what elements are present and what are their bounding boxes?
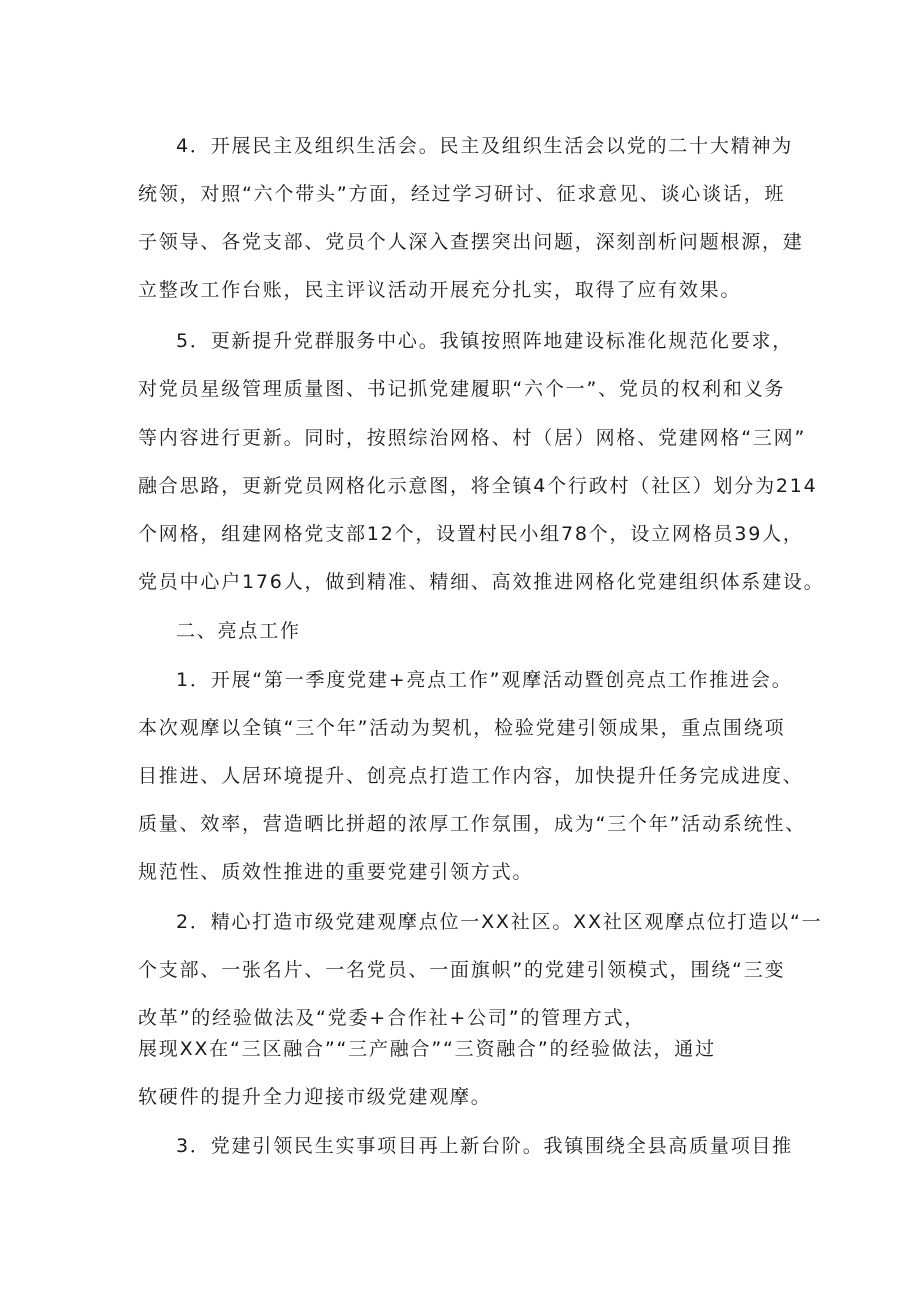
paragraph-5-line-5: 个网格，组建网格党支部12个，设置村民小组78个，设立网格员39人，	[138, 523, 804, 545]
highlight-2-line-4: 展现XX在“三区融合”“三产融合”“三资融合”的经验做法，通过	[138, 1038, 716, 1060]
highlight-1-line-5: 规范性、质效性推进的重要党建引领方式。	[138, 861, 534, 883]
paragraph-4-line-1: 4．开展民主及组织生活会。民主及组织生活会以党的二十大精神为	[176, 135, 794, 157]
highlight-2-line-1: 2．精心打造市级党建观摩点位一XX社区。XX社区观摩点位打造以“一	[176, 911, 823, 933]
paragraph-5-line-2: 对党员星级管理质量图、书记抓党建履职“六个一”、党员的权利和义务	[138, 378, 786, 400]
highlight-2-line-3: 改革”的经验做法及“党委+合作社+公司”的管理方式，	[138, 1007, 646, 1029]
paragraph-4-line-2: 统领，对照“六个带头”方面，经过学习研讨、征求意见、谈心谈话，班	[138, 183, 786, 205]
paragraph-5-line-6: 党员中心户176人，做到精准、精细、高效推进网格化党建组织体系建设。	[138, 571, 825, 593]
highlight-1-line-4: 质量、效率，营造晒比拼超的浓厚工作氛围，成为“三个年”活动系统性、	[138, 813, 807, 835]
highlight-2-line-5: 软硬件的提升全力迎接市级党建观摩。	[138, 1086, 492, 1108]
paragraph-4-line-3: 子领导、各党支部、党员个人深入查摆突出问题，深刻剖析问题根源，建	[138, 231, 804, 253]
highlight-2-line-2: 个支部、一张名片、一名党员、一面旗帜”的党建引领模式，围绕“三变	[138, 959, 786, 981]
paragraph-4-line-4: 立整改工作台账，民主评议活动开展充分扎实，取得了应有效果。	[138, 279, 742, 301]
paragraph-5-line-1: 5．更新提升党群服务中心。我镇按照阵地建设标准化规范化要求，	[176, 330, 794, 352]
highlight-1-line-2: 本次观摩以全镇“三个年”活动为契机，检验党建引领成果，重点围绕项	[138, 717, 786, 739]
highlight-1-line-3: 目推进、人居环境提升、创亮点打造工作内容，加快提升任务完成进度、	[138, 765, 804, 787]
highlight-1-line-1: 1．开展“第一季度党建+亮点工作”观摩活动暨创亮点工作推进会。	[176, 669, 793, 691]
paragraph-5-line-4: 融合思路，更新党员网格化示意图，将全镇4个行政村（社区）划分为214	[138, 475, 818, 497]
section-heading-highlights: 二、亮点工作	[176, 620, 301, 642]
highlight-3-line-1: 3．党建引领民生实事项目再上新台阶。我镇围绕全县高质量项目推	[176, 1135, 794, 1157]
paragraph-5-line-3: 等内容进行更新。同时，按照综治网格、村（居）网格、党建网格“三网”	[138, 427, 807, 449]
